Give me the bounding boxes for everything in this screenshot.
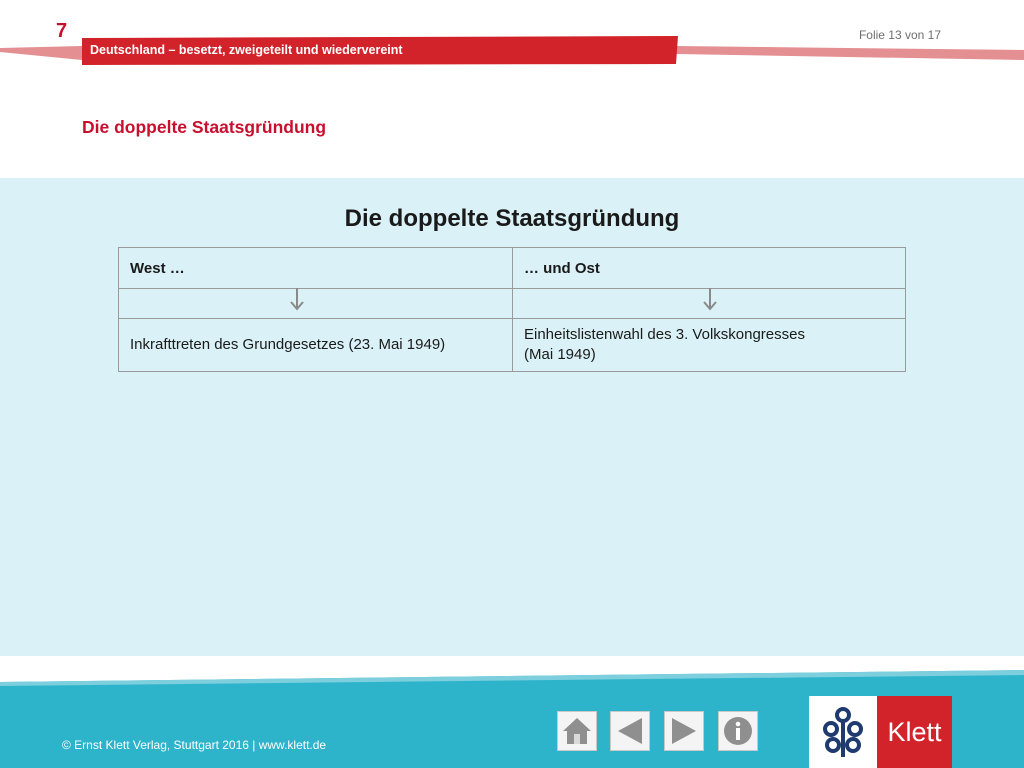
arrow-down-icon <box>703 288 717 314</box>
arrow-right-icon <box>668 715 700 747</box>
header-east: … und Ost <box>513 248 906 289</box>
chapter-number: 7 <box>56 20 68 42</box>
next-slide-button[interactable] <box>664 711 704 751</box>
previous-slide-button[interactable] <box>610 711 650 751</box>
home-button[interactable] <box>557 711 597 751</box>
table-arrow-row <box>119 289 906 319</box>
comparison-table <box>118 247 906 372</box>
table-header-row <box>119 248 906 289</box>
cell-east <box>513 319 906 372</box>
slide-heading: Die doppelte Staatsgründung <box>344 205 680 232</box>
klett-wordmark: Klett <box>877 696 952 768</box>
header-west: West … <box>119 248 513 289</box>
slide-counter: Folie 13 von 17 <box>858 28 941 42</box>
table-row <box>119 319 906 372</box>
klett-clover-icon <box>809 696 877 768</box>
page-subtitle: Die doppelte Staatsgründung <box>82 117 327 137</box>
info-button[interactable] <box>718 711 758 751</box>
cell-east-line-2: (Mai 1949) <box>524 346 596 363</box>
copyright-text: © Ernst Klett Verlag, Stuttgart 2016 | www.klett.de <box>62 738 327 752</box>
info-icon <box>722 715 754 747</box>
cell-west: Inkrafttreten des Grundgesetzes (23. Mai 1949) <box>119 319 513 372</box>
arrow-left-icon <box>614 715 646 747</box>
home-icon <box>561 715 593 747</box>
arrow-down-icon <box>290 288 304 314</box>
cell-east-line-1: Einheitslistenwahl des 3. Volkskongresses <box>524 326 805 343</box>
arrow-cell-west <box>119 289 513 319</box>
arrow-cell-east <box>513 289 906 319</box>
klett-logo <box>809 696 952 768</box>
chapter-title: Deutschland – besetzt, zweigeteilt und wiedervereint <box>90 43 403 57</box>
